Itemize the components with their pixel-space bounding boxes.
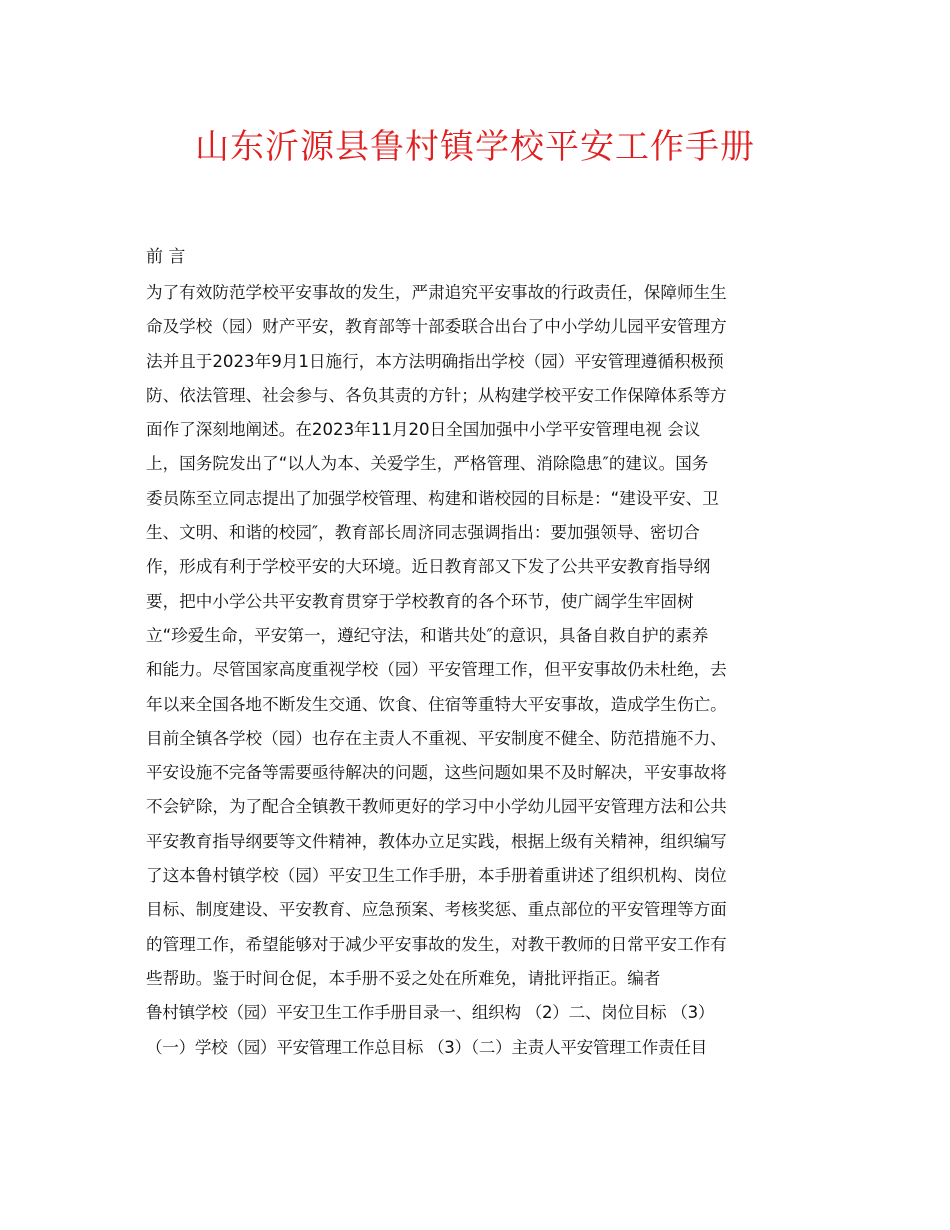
body-line: 平安教育指导纲要等文件精神，教体办立足实践，根据上级有关精神，组织编写 bbox=[146, 831, 727, 851]
body-text bbox=[146, 276, 816, 1065]
body-line: 平安设施不完备等需要亟待解决的问题，这些问题如果不及时解决，平安事故将 bbox=[146, 763, 727, 783]
body-line: 年以来全国各地不断发生交通、饮食、住宿等重特大平安事故，造成学生伤亡。 bbox=[146, 694, 727, 714]
body-line: 上，国务院发出了“以人为本、关爱学生，严格管理、消除隐患″的建议。国务 bbox=[146, 454, 709, 474]
body-line: 防、依法管理、社会参与、各负其责的方针；从构建学校平安工作保障体系等方 bbox=[146, 385, 727, 405]
body-line: 些帮助。鉴于时间仓促，本手册不妥之处在所难免，请批评指正。编者 bbox=[146, 968, 661, 988]
body-line: 和能力。尽管国家高度重视学校（园）平安管理工作，但平安事故仍未杜绝，去 bbox=[146, 660, 727, 680]
body-line: 立“珍爱生命，平安第一，遵纪守法，和谐共处″的意识，具备自救自护的素养 bbox=[146, 625, 709, 645]
body-line: 生、文明、和谐的校园″，教育部长周济同志强调指出：要加强领导、密切合 bbox=[146, 523, 700, 543]
body-line: 法并且于2023年9月1日施行，本方法明确指出学校（园）平安管理遵循积极预 bbox=[146, 351, 724, 371]
body-line: 目前全镇各学校（园）也存在主责人不重视、平安制度不健全、防范措施不力、 bbox=[146, 728, 727, 748]
body-line: 鲁村镇学校（园）平安卫生工作手册目录一、组织构 （2）二、岗位目标 （3） bbox=[146, 1003, 715, 1023]
body-line: 目标、制度建设、平安教育、应急预案、考核奖惩、重点部位的平安管理等方面 bbox=[146, 900, 727, 920]
body-line: 委员陈至立同志提出了加强学校管理、构建和谐校园的目标是：“建设平安、卫 bbox=[146, 488, 719, 508]
body-line: 要，把中小学公共平安教育贯穿于学校教育的各个环节，使广阔学生牢固树 bbox=[146, 591, 694, 611]
section-heading: 前 言 bbox=[146, 247, 186, 267]
body-line: 的管理工作，希望能够对于减少平安事故的发生，对教干教师的日常平安工作有 bbox=[146, 934, 727, 954]
body-line: 了这本鲁村镇学校（园）平安卫生工作手册，本手册着重讲述了组织机构、岗位 bbox=[146, 866, 727, 886]
body-line: （一）学校（园）平安管理工作总目标 （3）（二）主责人平安管理工作责任目 bbox=[146, 1037, 707, 1057]
body-line: 为了有效防范学校平安事故的发生，严肃追究平安事故的行政责任，保障师生生 bbox=[146, 283, 727, 302]
document-title: 山东沂源县鲁村镇学校平安工作手册 bbox=[195, 127, 755, 167]
body-line: 作，形成有利于学校平安的大环境。近日教育部又下发了公共平安教育指导纲 bbox=[146, 557, 711, 577]
body-line: 不会铲除，为了配合全镇教干教师更好的学习中小学幼儿园平安管理方法和公共 bbox=[146, 797, 727, 817]
body-line: 面作了深刻地阐述。在2023年11月20日全国加强中小学平安管理电视 会议 bbox=[146, 420, 701, 440]
body-line: 命及学校（园）财产平安，教育部等十部委联合出台了中小学幼儿园平安管理方 bbox=[146, 317, 727, 337]
